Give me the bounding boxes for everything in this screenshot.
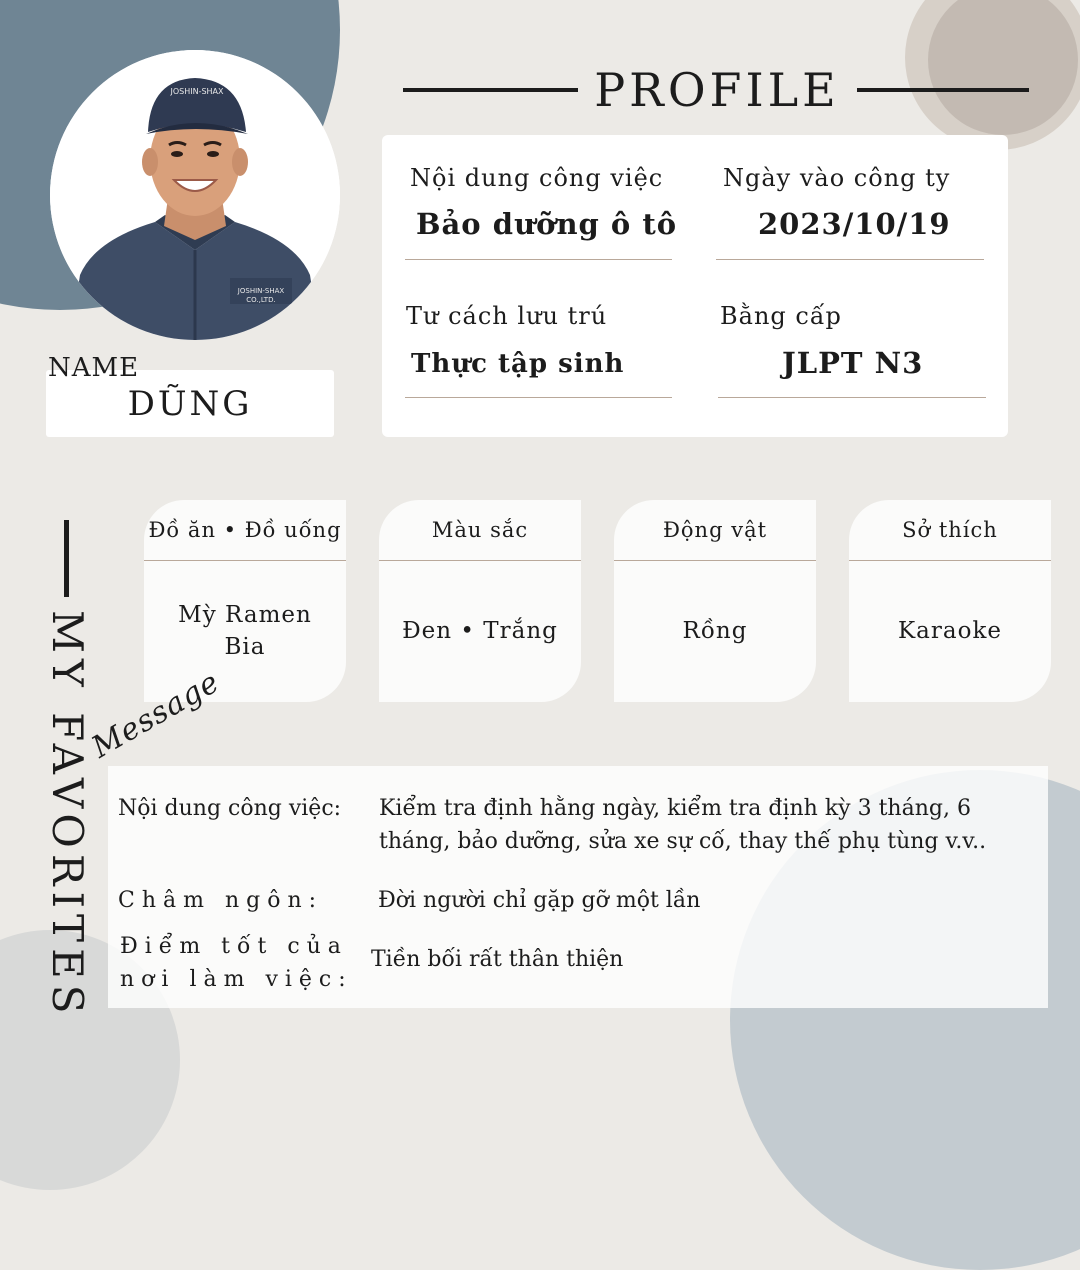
field-label-join-date: Ngày vào công ty — [723, 164, 951, 192]
person-portrait-icon — [50, 50, 340, 340]
message-label-workplace-line1: Điểm tốt của — [120, 934, 348, 959]
favorite-value: Đen • Trắng — [402, 618, 558, 644]
message-box — [108, 766, 1048, 1008]
favorite-value: Mỳ Ramen — [178, 602, 312, 628]
favorite-heading: Động vật — [662, 518, 768, 542]
favorite-card-food — [144, 500, 346, 702]
field-divider — [405, 397, 672, 398]
favorite-value: Karaoke — [898, 618, 1002, 644]
field-value-residence: Thực tập sinh — [411, 349, 625, 379]
title-rule-right — [857, 88, 1029, 92]
favorite-heading: Màu sắc — [431, 518, 529, 542]
message-label-job: Nội dung công việc: — [118, 796, 342, 821]
favorite-value: Rồng — [682, 618, 748, 644]
badge-text-line2: CO.,LTD. — [246, 296, 276, 304]
message-label-motto: Châm ngôn: — [118, 888, 324, 913]
field-label-qualification: Bằng cấp — [720, 302, 842, 330]
message-text-job: Kiểm tra định hằng ngày, kiểm tra định kỳ 3 tháng, 6 tháng, bảo dưỡng, sửa xe sự cố, thay thế phụ tùng v.v.. — [379, 796, 987, 854]
field-value-join-date: 2023/10/19 — [758, 207, 951, 241]
message-text-motto: Đời người chỉ gặp gỡ một lần — [378, 888, 701, 913]
profile-photo — [50, 50, 340, 340]
favorite-card-animal — [614, 500, 816, 702]
field-value-qualification: JLPT N3 — [782, 346, 924, 380]
favorites-title: MY FAVORITES — [43, 610, 92, 1020]
name-label: NAME — [48, 353, 140, 383]
favorite-heading: Sở thích — [902, 518, 998, 542]
field-divider — [716, 259, 984, 260]
badge-text-line1: JOSHIN-SHAX — [237, 287, 285, 295]
message-script-label: Message — [86, 664, 226, 766]
profile-card — [382, 135, 1008, 437]
field-divider — [405, 259, 672, 260]
favorites-rule — [64, 520, 69, 597]
favorite-card-color — [379, 500, 581, 702]
favorite-heading: Đồ ăn • Đồ uống — [148, 518, 342, 542]
field-label-job: Nội dung công việc — [410, 164, 664, 192]
title-rule-left — [403, 88, 578, 92]
message-text-workplace: Tiền bối rất thân thiện — [371, 947, 624, 972]
name-value: DŨNG — [127, 384, 253, 424]
field-divider — [718, 397, 986, 398]
cap-text: JOSHIN-SHAX — [170, 87, 224, 96]
page-title: PROFILE — [594, 63, 840, 117]
message-label-workplace-line2: nơi làm việc: — [120, 967, 353, 992]
favorite-card-hobby — [849, 500, 1051, 702]
field-label-residence: Tư cách lưu trú — [406, 302, 608, 330]
field-value-job: Bảo dưỡng ô tô — [416, 207, 678, 241]
favorite-value: Bia — [224, 634, 266, 660]
